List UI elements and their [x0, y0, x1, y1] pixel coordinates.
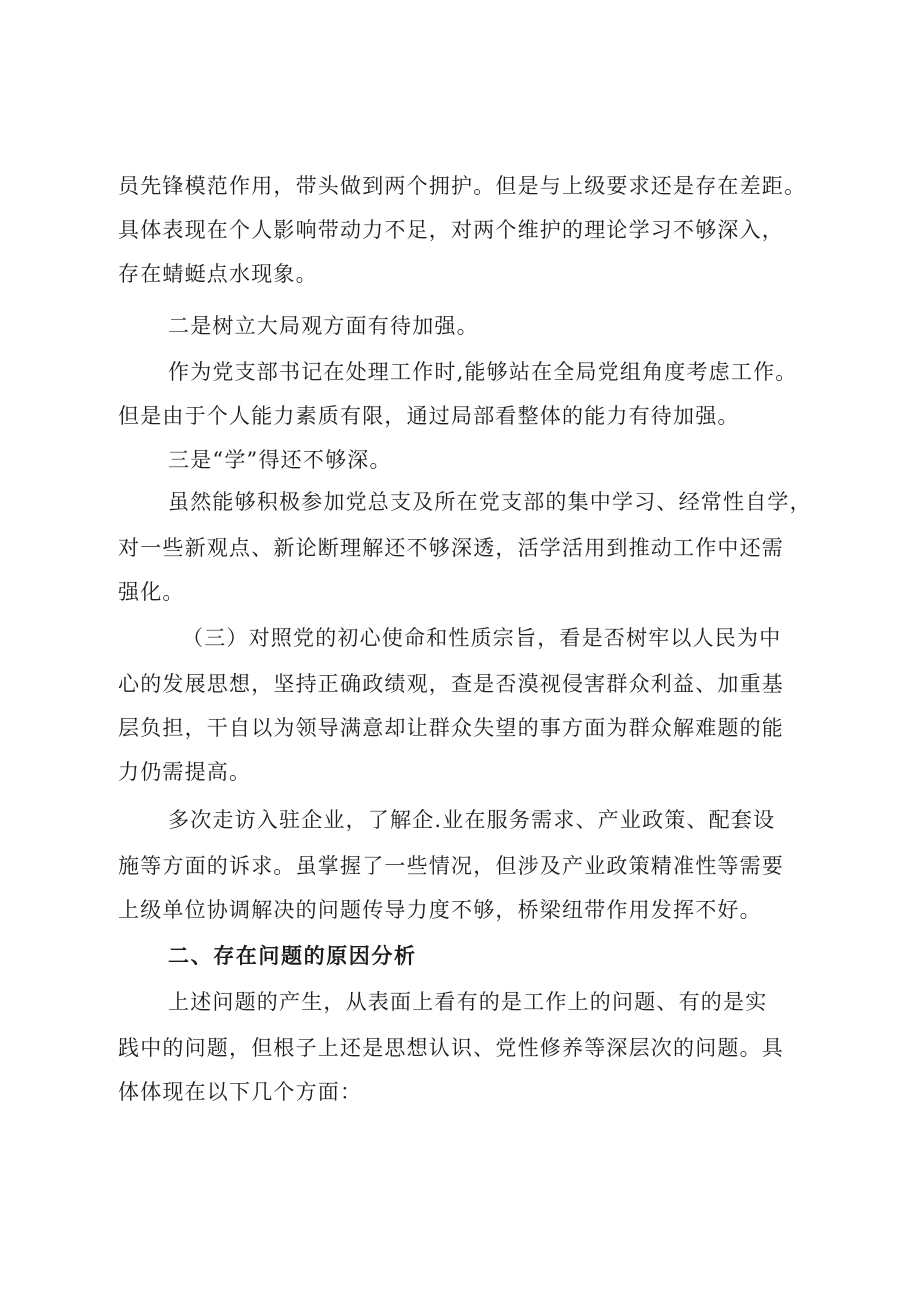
text-line-8: 虽然能够积极参加党总支及所在党支部的集中学习、经常性自学，: [168, 490, 812, 514]
text-line-2: 具体表现在个人影响带动力不足，对两个维护的理论学习不够深入，: [118, 218, 784, 242]
subheading-line-4: 二是树立大局观方面有待加强。: [168, 314, 479, 338]
text-line-16: 施等方面的诉求。虽掌握了一些情况，但涉及产业政策精准性等需要: [118, 854, 784, 878]
text-line-5: 作为党支部书记在处理工作时,能够站在全局党组角度考虑工作。: [168, 360, 798, 384]
text-line-3: 存在蜻蜓点水现象。: [118, 262, 318, 286]
text-line-17: 上级单位协调解决的问题传导力度不够，桥梁纽带作用发挥不好。: [118, 898, 762, 922]
text-line-10: 强化。: [118, 580, 185, 604]
text-line-9: 对一些新观点、新论断理解还不够深透，活学活用到推动工作中还需: [118, 536, 784, 560]
text-line-20: 践中的问题，但根子上还是思想认识、党性修养等深层次的问题。具: [118, 1036, 784, 1060]
section-heading: 二、存在问题的原因分析: [168, 944, 417, 968]
text-line-1: 员先锋模范作用，带头做到两个拥护。但是与上级要求还是存在差距。: [118, 174, 807, 198]
subheading-line-7: 三是“学”得还不够深。: [168, 448, 392, 472]
text-line-6: 但是由于个人能力素质有限，通过局部看整体的能力有待加强。: [118, 404, 740, 428]
text-line-21: 体体现在以下几个方面：: [118, 1080, 363, 1104]
text-line-12: 心的发展思想，坚持正确政绩观，查是否漠视侵害群众利益、加重基: [118, 672, 784, 696]
text-line-15: 多次走访入驻企业，了解企.业在服务需求、产业政策、配套设: [168, 808, 776, 832]
text-line-14: 力仍需提高。: [118, 760, 252, 784]
text-line-19: 上述问题的产生，从表面上看有的是工作上的问题、有的是实: [168, 990, 768, 1014]
text-line-11: （三）对照党的初心使命和性质宗旨，看是否树牢以人民为中: [182, 626, 782, 650]
text-line-13: 层负担，干自以为领导满意却让群众失望的事方面为群众解难题的能: [118, 716, 784, 740]
